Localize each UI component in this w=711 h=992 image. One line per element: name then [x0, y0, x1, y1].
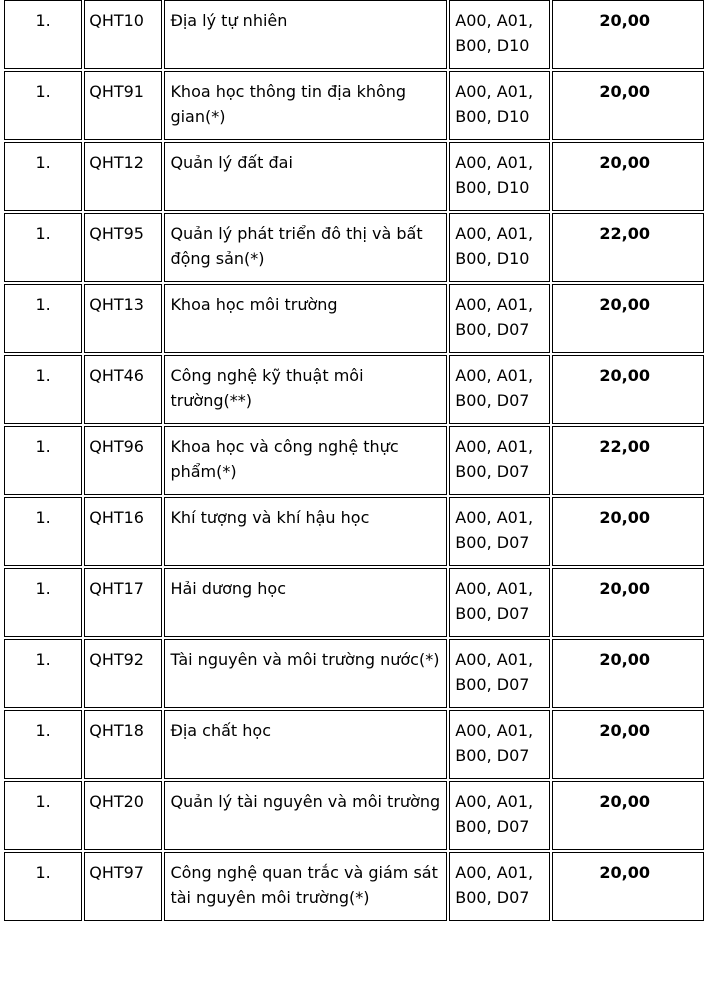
score-cell: 20,00 [552, 710, 704, 779]
program-name-cell: Quản lý tài nguyên và môi trường [164, 781, 447, 850]
program-name-cell: Hải dương học [164, 568, 447, 637]
subject-combination-cell: A00, A01, B00, D07 [449, 355, 549, 424]
program-name-cell: Công nghệ quan trắc và giám sát tài nguyên môi trường(*) [164, 852, 447, 921]
score-cell: 20,00 [552, 852, 704, 921]
subject-combination-cell: A00, A01, B00, D07 [449, 497, 549, 566]
row-number-cell: 1. [4, 639, 82, 708]
row-number-cell: 1. [4, 710, 82, 779]
row-number-cell: 1. [4, 781, 82, 850]
subject-combination-cell: A00, A01, B00, D07 [449, 710, 549, 779]
row-number-cell: 1. [4, 142, 82, 211]
table-row [4, 142, 704, 211]
table-row [4, 639, 704, 708]
program-name-cell: Quản lý phát triển đô thị và bất động sản(*) [164, 213, 447, 282]
score-cell: 20,00 [552, 568, 704, 637]
score-cell: 20,00 [552, 284, 704, 353]
subject-combination-cell: A00, A01, B00, D10 [449, 71, 549, 140]
subject-combination-cell: A00, A01, B00, D07 [449, 781, 549, 850]
program-code-cell: QHT95 [84, 213, 162, 282]
score-cell: 20,00 [552, 71, 704, 140]
table-row [4, 284, 704, 353]
score-cell: 20,00 [552, 639, 704, 708]
row-number-cell: 1. [4, 213, 82, 282]
admission-score-table [2, 0, 706, 923]
row-number-cell: 1. [4, 852, 82, 921]
row-number-cell: 1. [4, 497, 82, 566]
row-number-cell: 1. [4, 284, 82, 353]
program-code-cell: QHT16 [84, 497, 162, 566]
row-number-cell: 1. [4, 0, 82, 69]
table-row [4, 71, 704, 140]
table-row [4, 710, 704, 779]
subject-combination-cell: A00, A01, B00, D07 [449, 568, 549, 637]
subject-combination-cell: A00, A01, B00, D10 [449, 142, 549, 211]
subject-combination-cell: A00, A01, B00, D10 [449, 0, 549, 69]
subject-combination-cell: A00, A01, B00, D07 [449, 852, 549, 921]
score-cell: 20,00 [552, 781, 704, 850]
program-name-cell: Công nghệ kỹ thuật môi trường(**) [164, 355, 447, 424]
program-code-cell: QHT46 [84, 355, 162, 424]
table-row [4, 568, 704, 637]
program-name-cell: Tài nguyên và môi trường nước(*) [164, 639, 447, 708]
program-name-cell: Khoa học thông tin địa không gian(*) [164, 71, 447, 140]
program-name-cell: Quản lý đất đai [164, 142, 447, 211]
table-body [4, 0, 704, 921]
table-row [4, 852, 704, 921]
score-cell: 22,00 [552, 213, 704, 282]
table-row [4, 0, 704, 69]
score-cell: 20,00 [552, 497, 704, 566]
program-name-cell: Địa chất học [164, 710, 447, 779]
row-number-cell: 1. [4, 71, 82, 140]
row-number-cell: 1. [4, 568, 82, 637]
program-name-cell: Khoa học môi trường [164, 284, 447, 353]
program-code-cell: QHT20 [84, 781, 162, 850]
subject-combination-cell: A00, A01, B00, D07 [449, 426, 549, 495]
table-row [4, 781, 704, 850]
program-name-cell: Khoa học và công nghệ thực phẩm(*) [164, 426, 447, 495]
row-number-cell: 1. [4, 355, 82, 424]
program-name-cell: Địa lý tự nhiên [164, 0, 447, 69]
program-code-cell: QHT12 [84, 142, 162, 211]
program-code-cell: QHT17 [84, 568, 162, 637]
subject-combination-cell: A00, A01, B00, D10 [449, 213, 549, 282]
score-cell: 20,00 [552, 142, 704, 211]
row-number-cell: 1. [4, 426, 82, 495]
score-cell: 20,00 [552, 0, 704, 69]
score-cell: 22,00 [552, 426, 704, 495]
program-code-cell: QHT13 [84, 284, 162, 353]
program-name-cell: Khí tượng và khí hậu học [164, 497, 447, 566]
score-cell: 20,00 [552, 355, 704, 424]
table-row [4, 426, 704, 495]
table-row [4, 497, 704, 566]
program-code-cell: QHT96 [84, 426, 162, 495]
program-code-cell: QHT97 [84, 852, 162, 921]
program-code-cell: QHT91 [84, 71, 162, 140]
table-row [4, 355, 704, 424]
table-row [4, 213, 704, 282]
program-code-cell: QHT10 [84, 0, 162, 69]
subject-combination-cell: A00, A01, B00, D07 [449, 639, 549, 708]
program-code-cell: QHT18 [84, 710, 162, 779]
program-code-cell: QHT92 [84, 639, 162, 708]
subject-combination-cell: A00, A01, B00, D07 [449, 284, 549, 353]
